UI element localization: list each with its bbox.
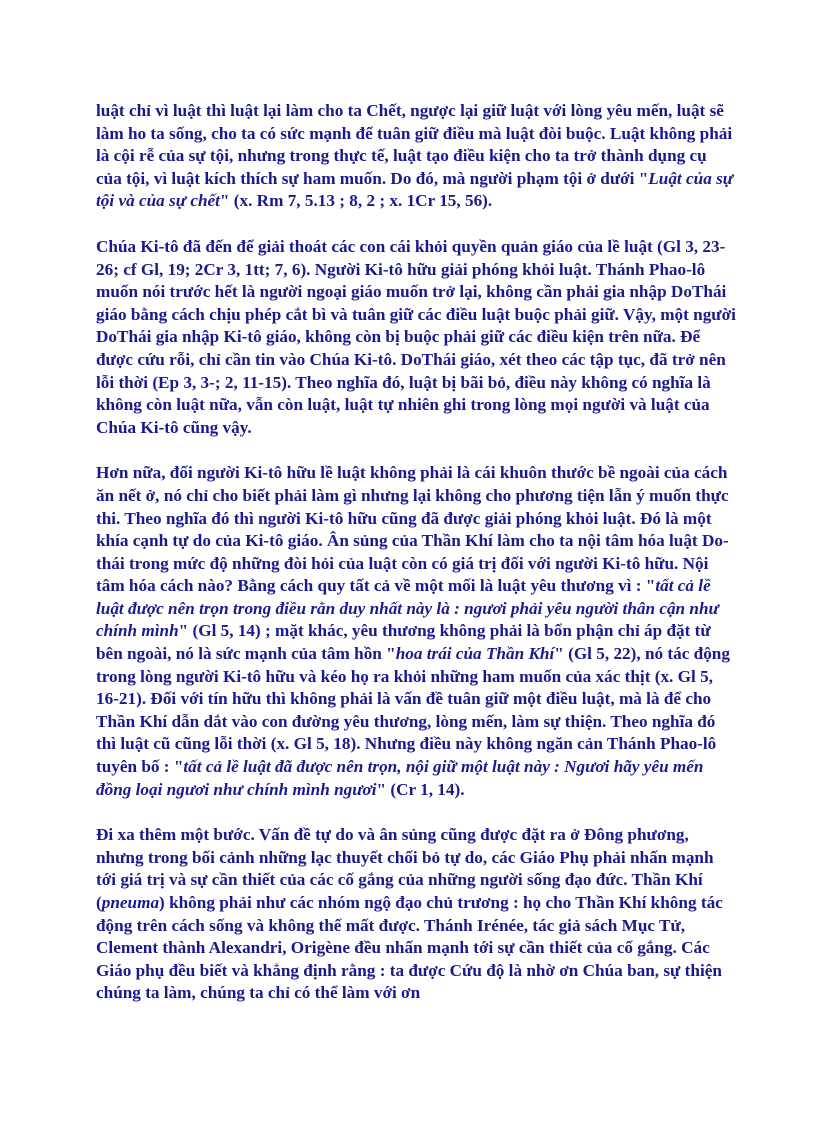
paragraph-text: Hơn nữa, đối người Ki-tô hữu lề luật không phải là cái khuôn thước bề ngoài của cách ăn nết ở, nó chỉ cho biết phải làm gì nhưng lại không cho phương tiện lẫn ý muốn thực thi. Theo nghĩa đó thì người Ki-tô hữu cũng đã được giải phóng khỏi luật. Đó là một khía cạnh tự do của Ki-tô giáo. Ân sủng của Thần Khí làm cho ta nội tâm hóa luật Do-thái trong mức độ những đòi hỏi của luật còn có giá trị đối với người Ki-tô hữu. Nội tâm hóa cách nào? Bằng cách quy tất cả về một mối là luật yêu thương vì : " [96, 463, 729, 596]
paragraph-1 [96, 100, 736, 213]
paragraph-text: " (x. Rm 7, 5.13 ; 8, 2 ; x. 1Cr 15, 56). [219, 191, 493, 211]
italic-quote: hoa trái của Thần Khí [395, 644, 555, 664]
paragraph-2 [96, 236, 736, 439]
paragraph-3 [96, 462, 736, 801]
paragraph-text: Đi xa thêm một bước. Vấn đề tự do và ân sủng cũng được đặt ra ở Đông phương, nhưng trong bối cảnh những lạc thuyết chối bỏ tự do, các Giáo Phụ phải nhấn mạnh tới giá trị và sự cần thiết của các cố gắng của những người sống đạo đức. Thần Khí ( [96, 825, 714, 912]
paragraph-text: " (Cr 1, 14). [376, 779, 465, 799]
paragraph-text: luật chỉ vì luật thì luật lại làm cho ta Chết, ngược lại giữ luật với lòng yêu mến, luật sẽ làm ho ta sống, cho ta có sức mạnh để tuân giữ điều mà luật đòi buộc. Luật không phải là cội rễ của sự tội, nhưng trong thực tế, luật tạo điều kiện cho ta trở thành dụng cụ của tội, vì luật kích thích sự ham muốn. Do đó, mà người phạm tội ở dưới " [96, 101, 733, 188]
paragraph-text: ) không phải như các nhóm ngộ đạo chủ trương : họ cho Thần Khí không tác động trên cách sống và không thể mất được. Thánh Irénée, tác giả sách Mục Tử, Clement thành Alexandri, Origène đều nhấn mạnh tới sự cần thiết của cố gắng. Các Giáo phụ đều biết và khẳng định rằng : ta được Cứu độ là nhờ ơn Chúa ban, sự thiện chúng ta làm, chúng ta chỉ có thể làm với ơn [96, 893, 723, 1003]
italic-quote: tất cả lề luật được nên trọn trong điều rằn duy nhất này là : ngươi phải yêu người thân cận như chính mình [96, 576, 719, 641]
document-page [96, 100, 736, 1005]
paragraph-text: Chúa Ki-tô đã đến để giải thoát các con cái khỏi quyền quản giáo của lề luật (Gl 3, 23-26; cf Gl, 19; 2Cr 3, 1tt; 7, 6). Người Ki-tô hữu giải phóng khỏi luật. Thánh Phao-lô muốn nói trước hết là người ngoại giáo muốn trở lại, không cần phải gia nhập DoThái giáo bằng cách chịu phép cắt bì và tuân giữ các điều luật buộc phải giữ. Vậy, một người DoThái gia nhập Ki-tô giáo, không còn bị buộc phải giữ các điều kiện trên nữa. Để được cứu rỗi, chỉ cần tin vào Chúa Ki-tô. DoThái giáo, xét theo các tập tục, đã trở nên lỗi thời (Ep 3, 3-; 2, 11-15). Theo nghĩa đó, luật bị bãi bỏ, điều này không có nghĩa là không còn luật nữa, vẫn còn luật, luật tự nhiên ghi trong lòng mọi người và luật của Chúa Ki-tô cũng vậy. [96, 236, 736, 437]
italic-term: pneuma [101, 893, 160, 912]
italic-quote: Luật của sự tội và của sự chết [96, 168, 734, 211]
paragraph-text: " (Gl 5, 22), nó tác động trong lòng người Ki-tô hữu và kéo họ ra khỏi những ham muốn của xác thịt (x. Gl 5, 16-21). Đối với tín hữu thì không phải là vấn đề tuân giữ một điều luật, mà là để cho Thần Khí dẫn dắt vào con đường yêu thương, lòng mến, làm sự thiện. Theo nghĩa đó thì luật cũ cũng lỗi thời (x. Gl 5, 18). Nhưng điều này không ngăn cản Thánh Phao-lô tuyên bố : " [96, 644, 730, 777]
paragraph-text: " (Gl 5, 14) ; mặt khác, yêu thương không phải là bổn phận chỉ áp đặt từ bên ngoài, nó là sức mạnh của tâm hồn " [96, 621, 711, 664]
italic-quote: tất cả lề luật đã được nên trọn, nội giữ một luật này : Ngươi hãy yêu mến đồng loại ngươi như chính mình ngươi [96, 757, 704, 799]
paragraph-4 [96, 824, 736, 1005]
